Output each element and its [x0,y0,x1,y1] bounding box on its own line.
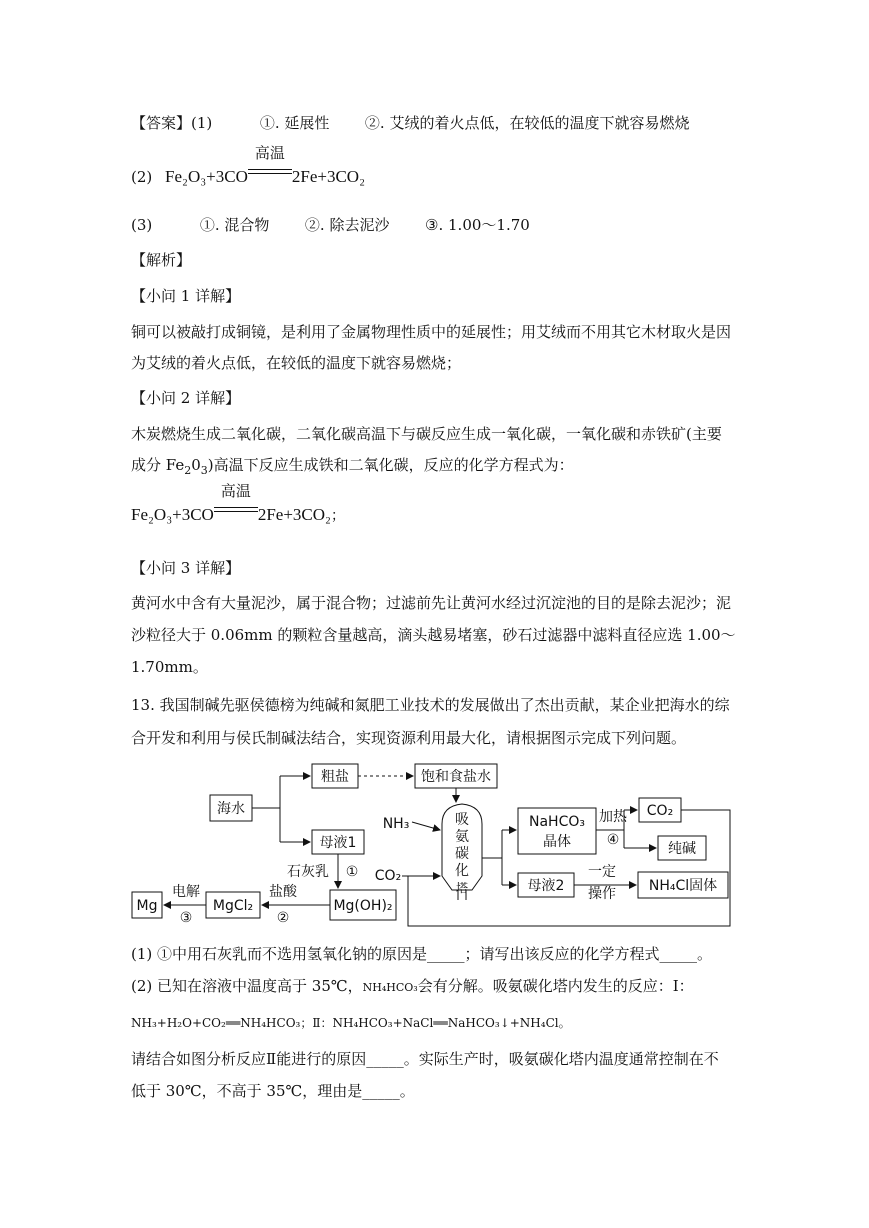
text-part: 成分 Fe [131,456,185,474]
answer-3-3: ③. 1.00～1.70 [425,216,530,234]
sub-question-13-1: (1) ①中用石灰乳而不选用氢氧化钠的原因是_____；请写出该反应的化学方程式_____。 [131,945,713,963]
label-tower-2: 氨 [455,829,469,845]
label-electrolysis: 电解 [172,884,200,900]
label-hcl: 盐酸 [269,884,297,900]
label-mg: Mg [136,898,158,914]
equation-2-right: 2Fe+3CO₂ [257,505,331,524]
analysis-3-line-2: 沙粒径大于 0.06mm 的颗粒含量越高，滴头越易堵塞，砂石过滤器中滤料直径应选 1.00～ [131,626,736,644]
label-mother-liquor-2: 母液2 [527,878,565,894]
answer-1-2: ②. 艾绒的着火点低，在较低的温度下就容易燃烧 [364,114,690,132]
reaction-condition-2 [214,482,258,520]
label-co2-in: CO₂ [374,868,402,884]
analysis-2-line-2 [131,454,574,477]
analysis-1-line-1: 铜可以被敲打成铜镜，是利用了金属物理性质中的延展性；用艾绒而不用其它木材取火是因 [131,323,732,341]
equation-2-left: Fe₂O₃+3CO [131,505,214,524]
equation-1 [165,144,366,186]
text-part: 0 [191,456,201,474]
analysis-1-line-2: 为艾绒的着火点低，在较低的温度下就容易燃烧； [131,354,462,372]
sub-question-13-2 [131,975,694,996]
label-nahco3: NaHCO₃ [529,814,585,830]
text-part: NH₄HCO₃ [362,981,418,994]
analysis-heading: 【解析】 [131,251,192,269]
answer-line-3 [131,214,530,235]
label-mgoh2: Mg(OH)₂ [333,898,393,914]
answer-3-1: ①. 混合物 [199,216,270,234]
label-soda: 纯碱 [668,841,696,857]
label-step-4: ④ [606,832,620,848]
label-heat: 加热 [599,809,627,825]
answer-2-prefix: (2) [131,168,153,186]
label-step-2: ② [276,910,290,926]
equation-2 [131,482,345,525]
label-saturated-brine: 饱和食盐水 [421,769,491,785]
text-part: (2) 已知在溶液中温度高于 35℃， [131,977,363,995]
label-crude-salt: 粗盐 [321,769,349,785]
reaction-equations: NH₃+H₂O+CO₂══NH₄HCO₃；Ⅱ：NH₄HCO₃+NaCl══NaHCO₃↓+NH₄Cl。 [131,1016,571,1030]
label-tower-1: 吸 [455,812,469,828]
label-operation-1: 一定 [588,864,616,880]
label-tower-5: 塔 [455,881,469,895]
sub-question-13-3-line-1: 请结合如图分析反应Ⅱ能进行的原因_____。实际生产时，吸氨碳化塔内温度通常控制在不 [131,1050,719,1068]
label-tower-3: 碳 [455,846,469,862]
process-flow-diagram [130,758,740,930]
subscript: 2 [184,464,192,477]
answer-line-2 [131,144,366,187]
label-co2-out: CO₂ [646,803,674,819]
label-crystal: 晶体 [543,834,571,850]
label-mother-liquor-1: 母液1 [319,835,357,851]
text-part: )高温下反应生成铁和二氧化碳，反应的化学方程式为： [207,456,574,474]
label-step-1: ① [345,864,359,880]
label-lime-milk: 石灰乳 [287,864,329,880]
answer-1-1: ①. 延展性 [259,114,330,132]
label-seawater: 海水 [217,801,245,817]
sub-question-2-heading: 【小问 2 详解】 [131,389,241,407]
equation-1-right: 2Fe+3CO₂ [291,167,366,186]
analysis-2-line-1: 木炭燃烧生成二氧化碳，二氧化碳高温下与碳反应生成一氧化碳，一氧化碳和赤铁矿(主要 [131,425,722,443]
sub-question-13-3-line-2: 低于 30℃，不高于 35℃，理由是_____。 [131,1082,415,1100]
label-tower-4: 化 [455,863,469,879]
sub-question-3-heading: 【小问 3 详解】 [131,559,241,577]
question-13-line-1: 13. 我国制碱先驱侯德榜为纯碱和氮肥工业技术的发展做出了杰出贡献，某企业把海水的综 [131,696,730,714]
answer-3-2: ②. 除去泥沙 [304,216,390,234]
answer-3-prefix: (3) [131,216,153,234]
condition-text: 高温 [254,144,285,162]
answer-line-1 [131,112,689,133]
equation-1-left: Fe₂O₃+3CO [165,167,248,186]
analysis-3-line-1: 黄河水中含有大量泥沙，属于混合物；过滤前先让黄河水经过沉淀池的目的是除去泥沙；泥 [131,594,732,612]
label-mgcl2: MgCl₂ [212,898,254,914]
subscript: 3 [200,464,208,477]
question-13-line-2: 合开发和利用与侯氏制碱法结合，实现资源利用最大化，请根据图示完成下列问题。 [131,729,687,747]
text-part: 会有分解。吸氨碳化塔内发生的反应：Ⅰ： [417,977,694,995]
analysis-3-line-3: 1.70mm。 [131,658,208,676]
sub-question-1-heading: 【小问 1 详解】 [131,287,241,305]
label-nh3: NH₃ [382,816,410,832]
condition-text: 高温 [220,482,251,500]
answer-label: 【答案】(1) [131,114,213,132]
label-step-3: ③ [179,910,193,926]
equation-2-tail: ； [330,508,345,524]
reaction-condition-1 [248,144,292,182]
label-nh4cl-solid: NH₄Cl固体 [648,878,718,894]
label-operation-2: 操作 [588,886,616,902]
